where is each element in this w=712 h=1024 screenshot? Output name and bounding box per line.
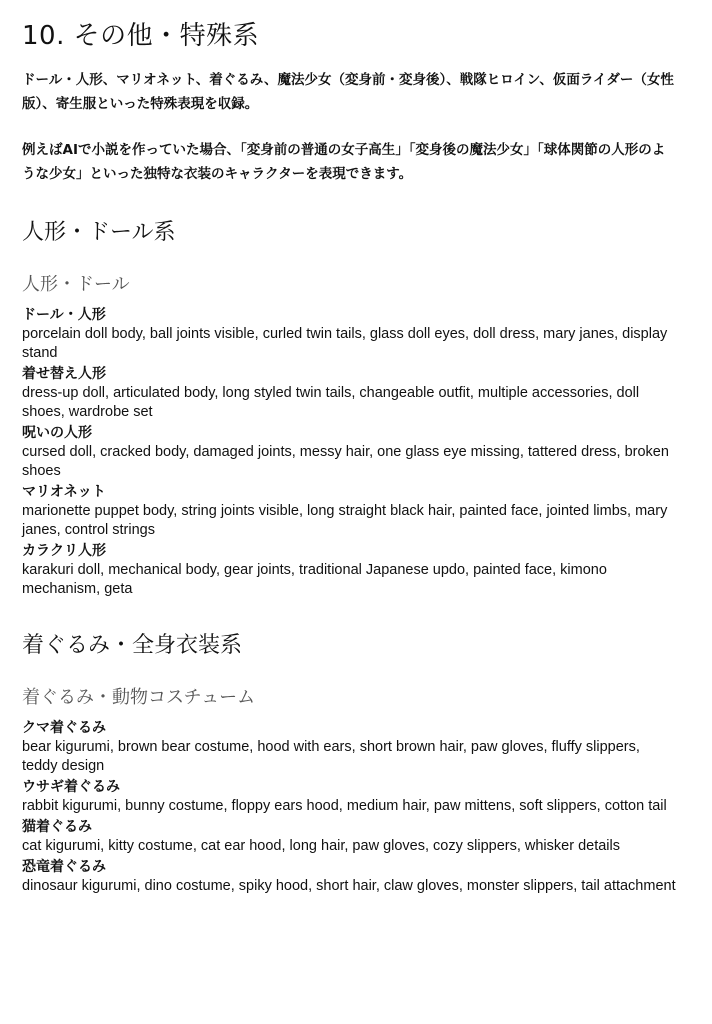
entry-title: 着せ替え人形 [22, 366, 106, 382]
subsection-heading-dolls: 人形・ドール [22, 274, 130, 295]
section-heading-dolls: 人形・ドール系 [22, 220, 176, 245]
entry-prompt: rabbit kigurumi, bunny costume, floppy ears hood, medium hair, paw mittens, soft slippers, cotton tail [22, 798, 667, 814]
entry-prompt: bear kigurumi, brown bear costume, hood with ears, short brown hair, paw gloves, fluffy slippers, teddy design [22, 739, 640, 774]
entry-title: ウサギ着ぐるみ [22, 779, 120, 795]
entry-title: 恐竜着ぐるみ [22, 859, 106, 875]
intro-paragraph-2: 例えばAIで小説を作っていた場合、「変身前の普通の女子高生」「変身後の魔法少女」「球体関節の人形のような少女」といった独特な衣装のキャラクターを表現できます。 [22, 142, 666, 182]
intro-paragraph-1: ドール・人形、マリオネット、着ぐるみ、魔法少女（変身前・変身後）、戦隊ヒロイン、仮面ライダー（女性版）、寄生服といった特殊表現を収録。 [22, 72, 674, 112]
entry-prompt: cat kigurumi, kitty costume, cat ear hood, long hair, paw gloves, cozy slippers, whisker details [22, 838, 620, 854]
entry-title: クマ着ぐるみ [22, 720, 106, 736]
entry-prompt: marionette puppet body, string joints visible, long straight black hair, painted face, jointed limbs, mary janes, control strings [22, 503, 668, 538]
entry-prompt: cursed doll, cracked body, damaged joints, messy hair, one glass eye missing, tattered dress, broken shoes [22, 444, 669, 479]
entry-prompt: porcelain doll body, ball joints visible, curled twin tails, glass doll eyes, doll dress, mary janes, display stand [22, 326, 668, 361]
entry-title: 呪いの人形 [22, 425, 92, 441]
entry-list-kigurumi [22, 719, 678, 896]
entry-prompt: dinosaur kigurumi, dino costume, spiky hood, short hair, claw gloves, monster slippers, tail attachment [22, 878, 676, 894]
entry-prompt: dress-up doll, articulated body, long styled twin tails, changeable outfit, multiple accessories, doll shoes, wardrobe set [22, 385, 640, 420]
entry-prompt: karakuri doll, mechanical body, gear joints, traditional Japanese updo, painted face, kimono mechanism, geta [22, 562, 607, 597]
page-title: 10. その他・特殊系 [22, 21, 260, 51]
subsection-heading-kigurumi: 着ぐるみ・動物コスチューム [22, 687, 256, 708]
entry-title: 猫着ぐるみ [22, 819, 92, 835]
entry-list-dolls [22, 306, 678, 599]
section-heading-kigurumi: 着ぐるみ・全身衣装系 [22, 633, 243, 658]
entry-title: ドール・人形 [22, 307, 106, 323]
entry-title: マリオネット [22, 484, 106, 500]
entry-title: カラクリ人形 [22, 543, 106, 559]
